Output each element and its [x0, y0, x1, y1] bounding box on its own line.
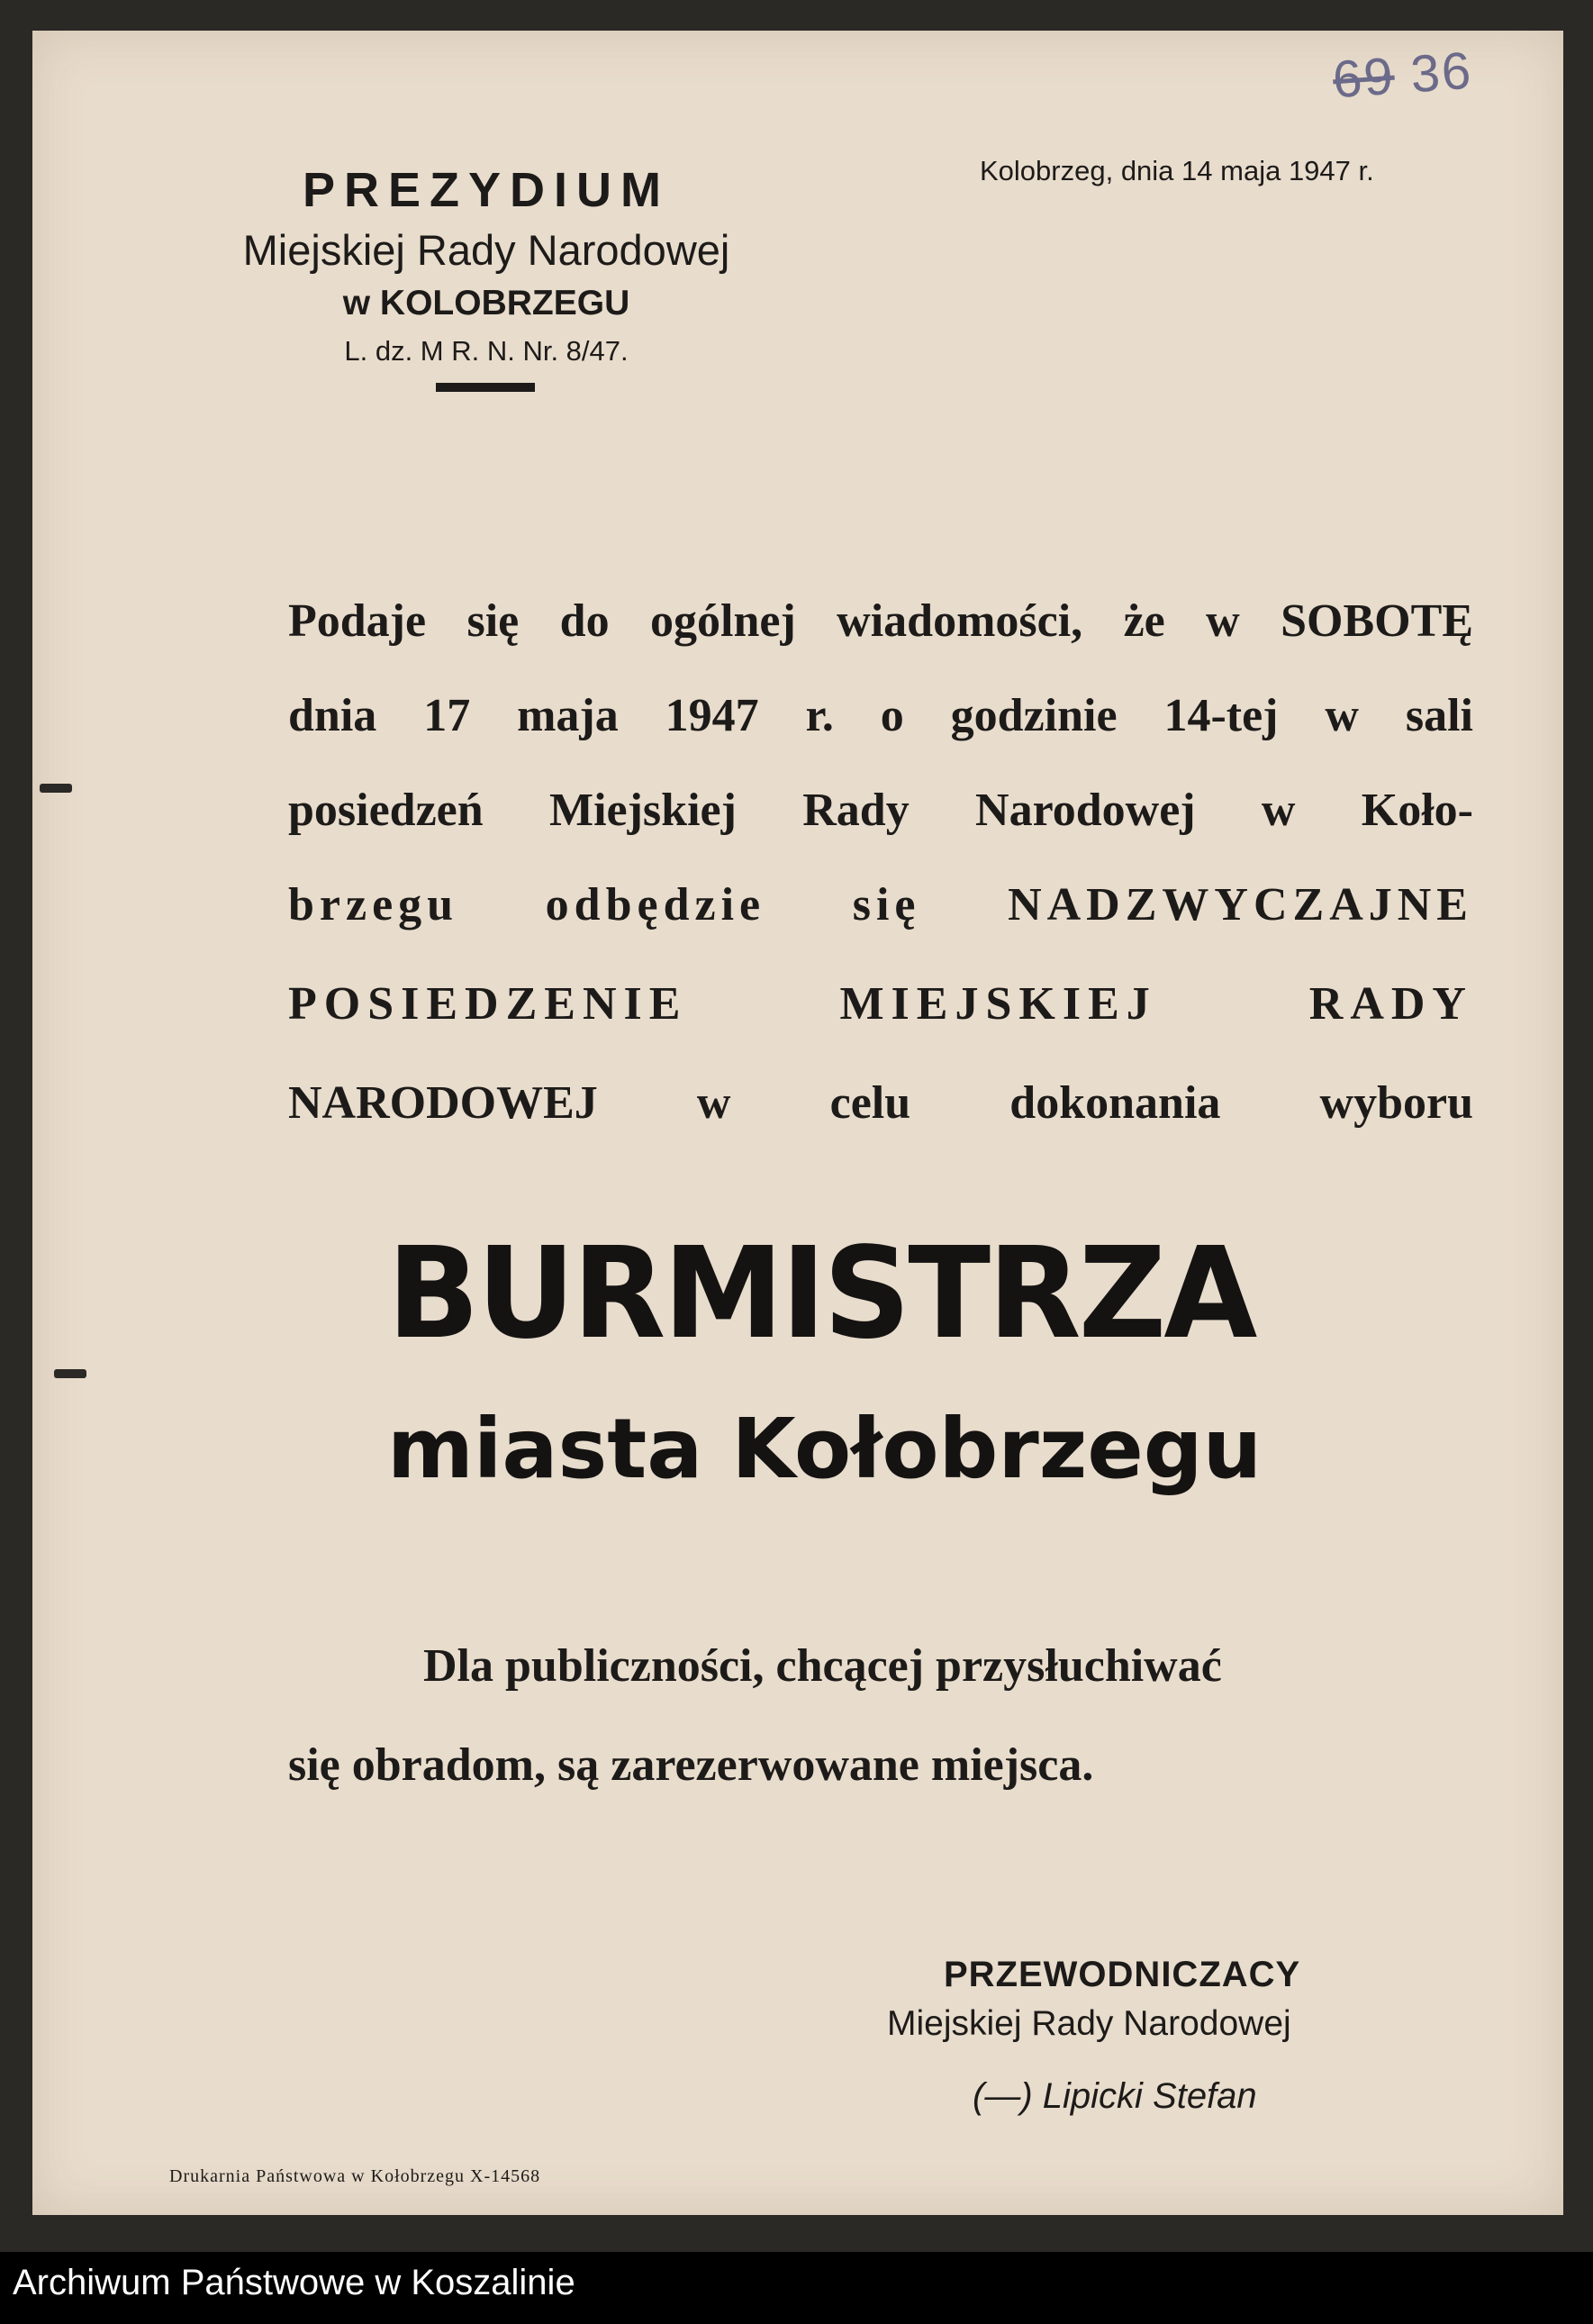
header-underline: [436, 383, 535, 392]
printer-note: Drukarnia Państwowa w Kołobrzegu X-14568: [169, 2166, 541, 2186]
header-council: Miejskiej Rady Narodowej: [242, 226, 730, 274]
headline-burmistrza: BURMISTRZA: [387, 1221, 1255, 1367]
archive-number-old: 69: [1330, 46, 1397, 110]
body-line-1: Podaje się do ogólnej wiadomości, że w SOBOTĘ: [288, 595, 1473, 647]
header-reference-number: L. dz. M R. N. Nr. 8/47.: [344, 335, 629, 367]
body-line-2: dnia 17 maja 1947 r. o godzinie 14-tej w sali: [288, 690, 1473, 741]
archive-number-new: 36: [1408, 41, 1475, 104]
body-line-6: NARODOWEJ w celu dokonania wyboru: [288, 1077, 1473, 1129]
paper-hole: [54, 1369, 86, 1378]
body-line-4: brzegu odbędzie się NADZWYCZAJNE: [288, 879, 1473, 931]
signature-title: PRZEWODNICZACY: [944, 1955, 1301, 1994]
header-city: w KOLOBRZEGU: [342, 284, 630, 322]
public-note-line-2: się obradom, są zarezerwowane miejsca.: [288, 1739, 1094, 1791]
body-line-5: POSIEDZENIE MIEJSKIEJ RADY: [288, 978, 1473, 1030]
signature-name: (—) Lipicki Stefan: [973, 2076, 1257, 2116]
paper-hole: [40, 784, 72, 793]
body-line-3: posiedzeń Miejskiej Rady Narodowej w Koło-: [288, 785, 1473, 836]
header-prezydium: PREZYDIUM: [302, 163, 670, 217]
date-line: Kolobrzeg, dnia 14 maja 1947 r.: [980, 155, 1374, 186]
headline-city: miasta Kołobrzegu: [387, 1401, 1263, 1497]
footer-archive-name: Archiwum Państwowe w Koszalinie: [13, 2263, 575, 2302]
archive-page-number: [1331, 41, 1474, 111]
signature-organization: Miejskiej Rady Narodowej: [887, 2004, 1291, 2043]
public-note-line-1: Dla publiczności, chcącej przysłuchiwać: [423, 1640, 1222, 1692]
